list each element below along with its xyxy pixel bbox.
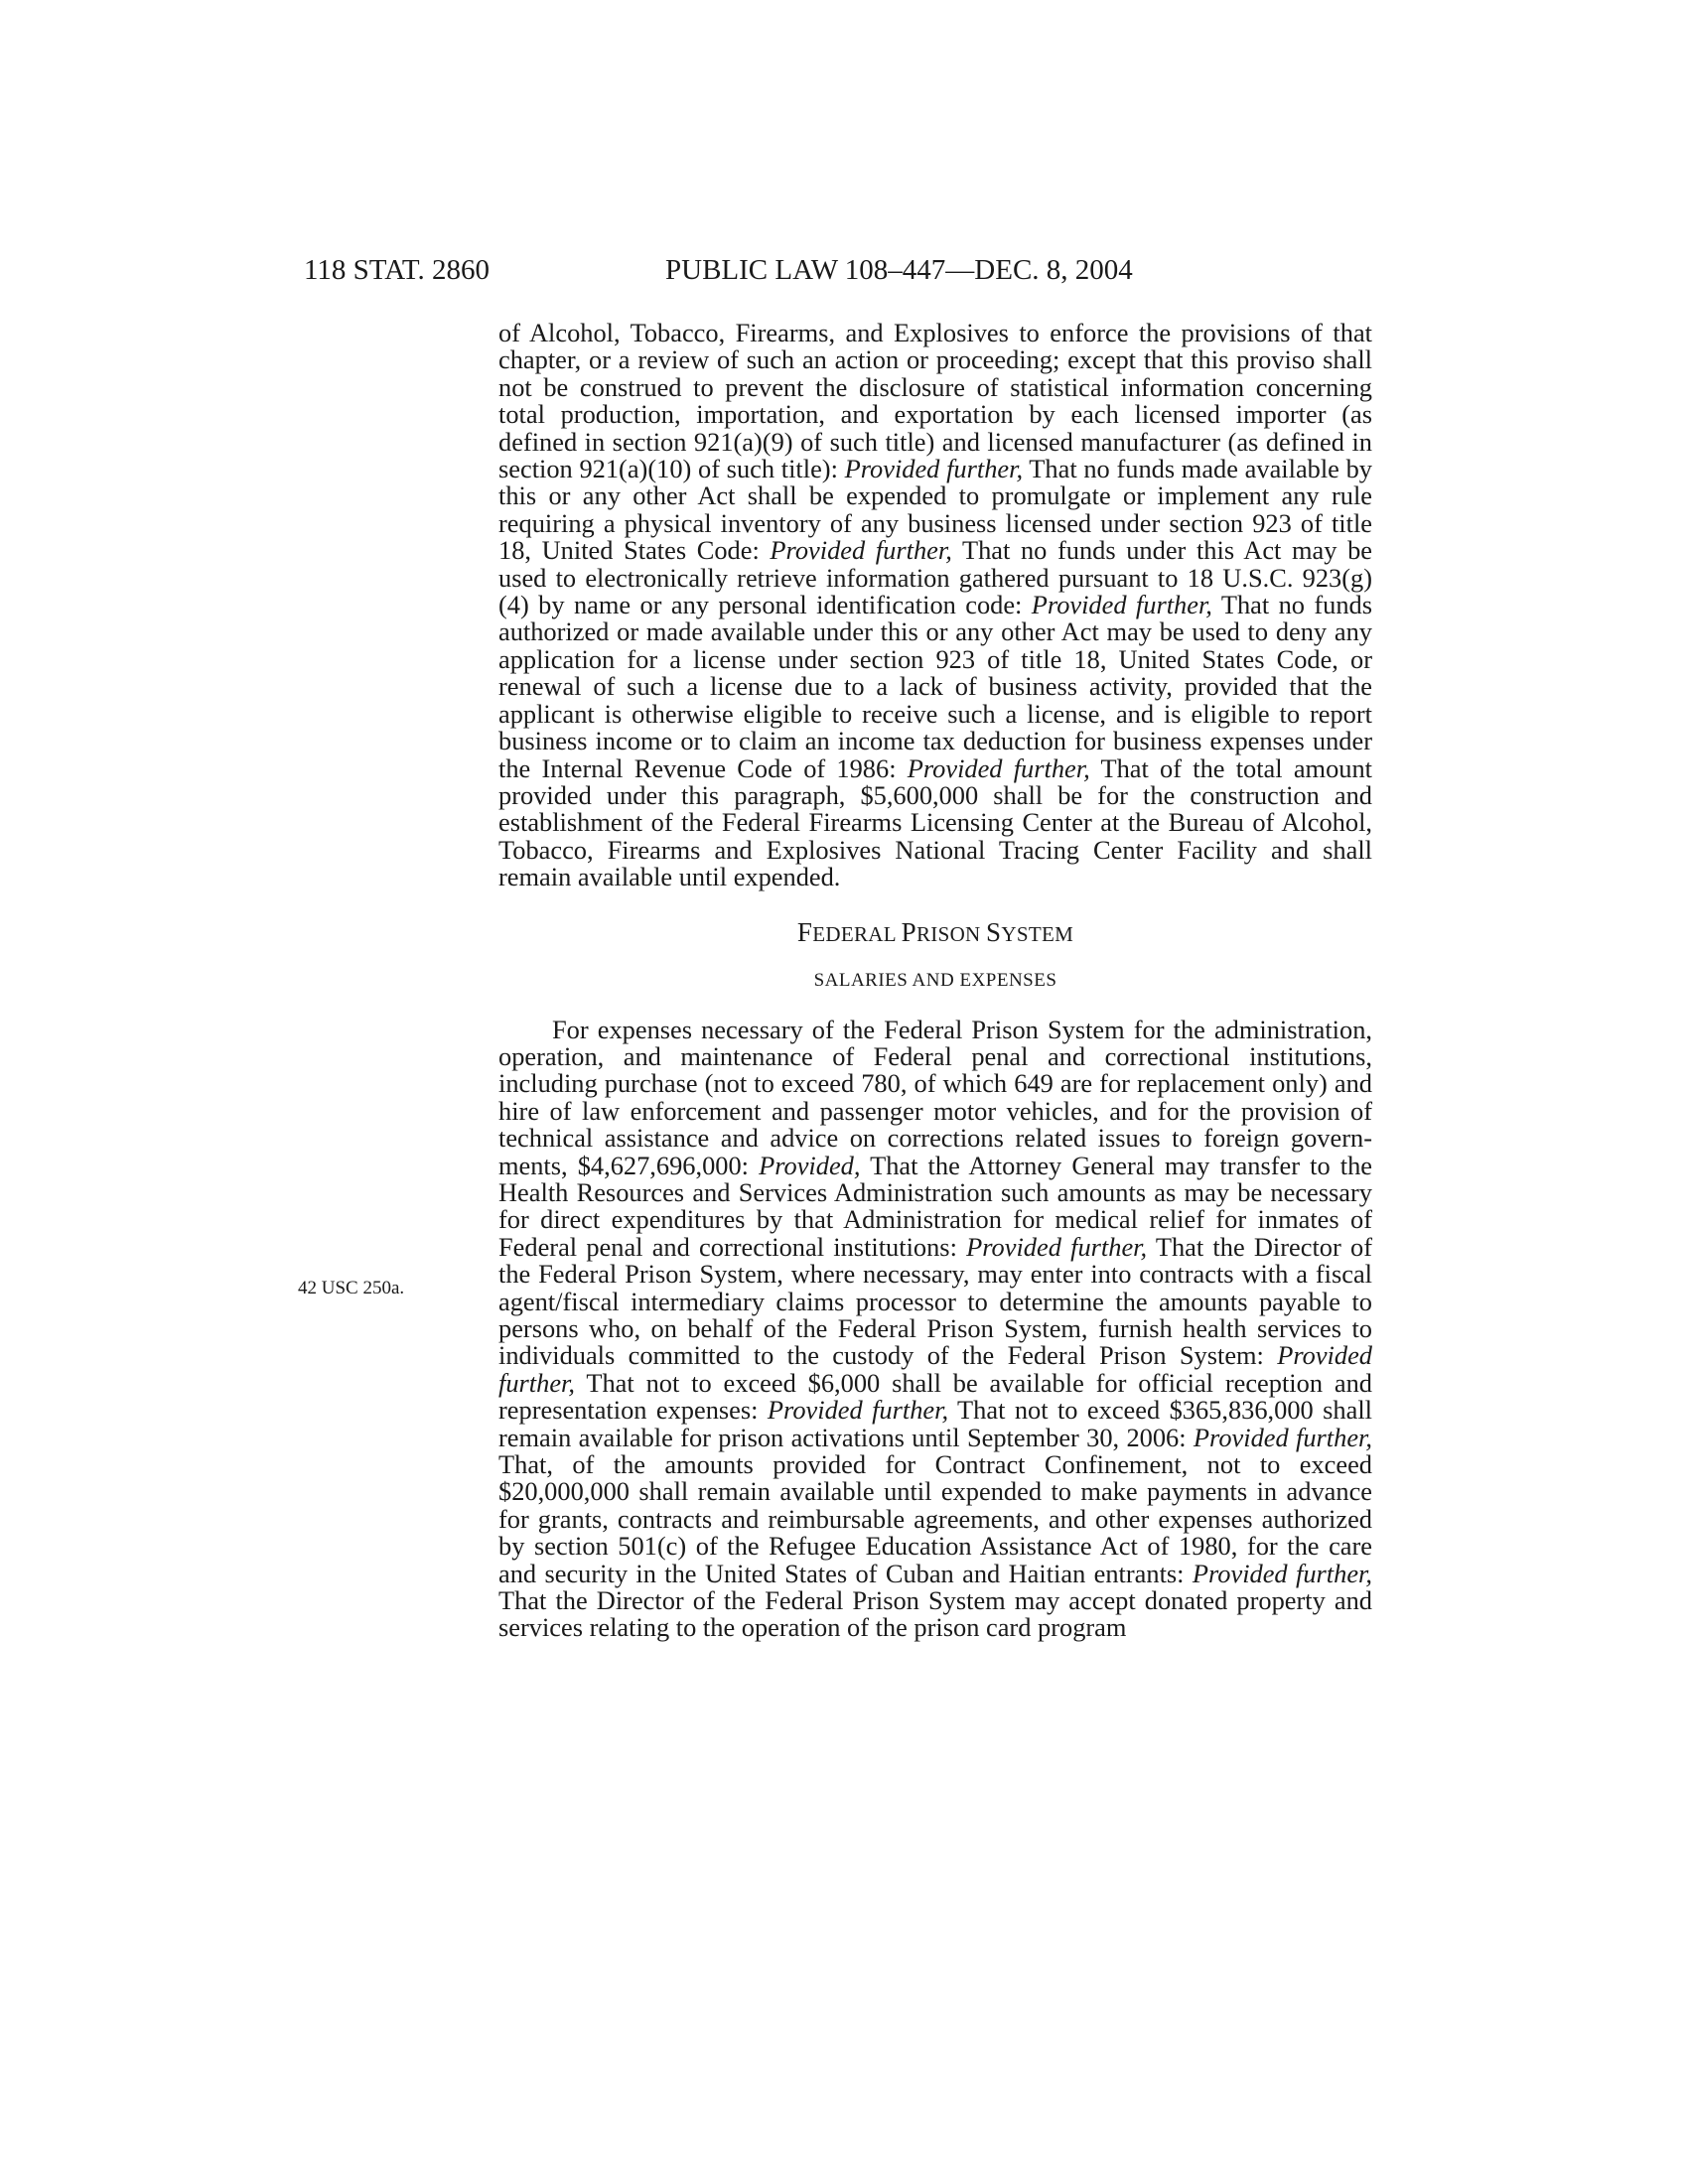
page-header [304, 250, 1396, 290]
statute-page-number: 118 STAT. 2860 [304, 254, 490, 286]
public-law-citation: PUBLIC LAW 108–447—DEC. 8, 2004 [665, 254, 1133, 286]
paragraph-atf-provisos: of Alcohol, Tobacco, Firearms, and Explosives to enforce the provisions of that chapter, or a review of such an action or proceeding; except that this proviso shall not be construed to prevent the disclosure of statistical information concerning total production, importation, and exportation by each licensed importer (as defined in section 921(a)(9) of such title) and licensed manufacturer (as defined in section 921(a)(10) of such title): Provided further, That no funds made available by this or any other Act shall be expended to promulgate or implement any rule requiring a physical inventory of any business licensed under section 923 of title 18, United States Code: Provided further, That no funds under this Act may be used to electronically retrieve information gathered pursuant to 18 U.S.C. 923(g)(4) by name or any personal identification code: Provided further, That no funds authorized or made available under this or any other Act may be used to deny any application for a license under section 923 of title 18, United States Code, or renewal of such a license due to a lack of business activity, provided that the applicant is otherwise eligible to receive such a license, and is eligible to report business income or to claim an income tax deduction for business expenses under the Internal Revenue Code of 1986: Provided further, That of the total amount provided under this paragraph, $5,600,000 shall be for the construction and establishment of the Federal Firearms Licensing Center at the Bureau of Alcohol, Tobacco, Firearms and Explosives National Tracing Center Facility and shall remain available until expended. [498, 318, 1373, 892]
main-text-column [498, 320, 1372, 1642]
account-heading: SALARIES AND EXPENSES [813, 969, 1057, 991]
agency-heading: FEDERAL PRISON SYSTEM [796, 916, 1074, 947]
margin-citation: 42 USC 250a. [298, 1278, 405, 1298]
paragraph-prison-salaries: For expenses necessary of the Federal Prison System for the administration, operation, and maintenance of Federal penal and correctional institutions, including purchase (not to exceed 780, of which 649 are for replacement only) and hire of law enforcement and passenger motor vehicles, and for the provision of technical assistance and advice on corrections related issues to foreign governments, $4,627,696,000: Provided, That the Attorney General may transfer to the Health Resources and Services Administration such amounts as may be necessary for direct expenditures by that Administration for medical relief for inmates of Federal penal and correctional institutions: Provided further, That the Director of the Federal Prison System, where necessary, may enter into contracts with a fiscal agent/fiscal intermediary claims processor to determine the amounts payable to persons who, on behalf of the Federal Prison System, furnish health services to individuals committed to the custody of the Federal Prison System: Provided further, That not to exceed $6,000 shall be available for official reception and representation expenses: Provided further, That not to exceed $365,836,000 shall remain available for prison activations until September 30, 2006: Provided further, That, of the amounts provided for Contract Confinement, not to exceed $20,000,000 shall remain available until expended to make payments in advance for grants, contracts and reimbursable agreements, and other expenses authorized by section 501(c) of the Refugee Education Assistance Act of 1980, for the care and security in the United States of Cuban and Haitian entrants: Provided further, That the Director of the Federal Prison System may accept donated property and services relating to the operation of the prison card program [498, 1014, 1373, 1643]
